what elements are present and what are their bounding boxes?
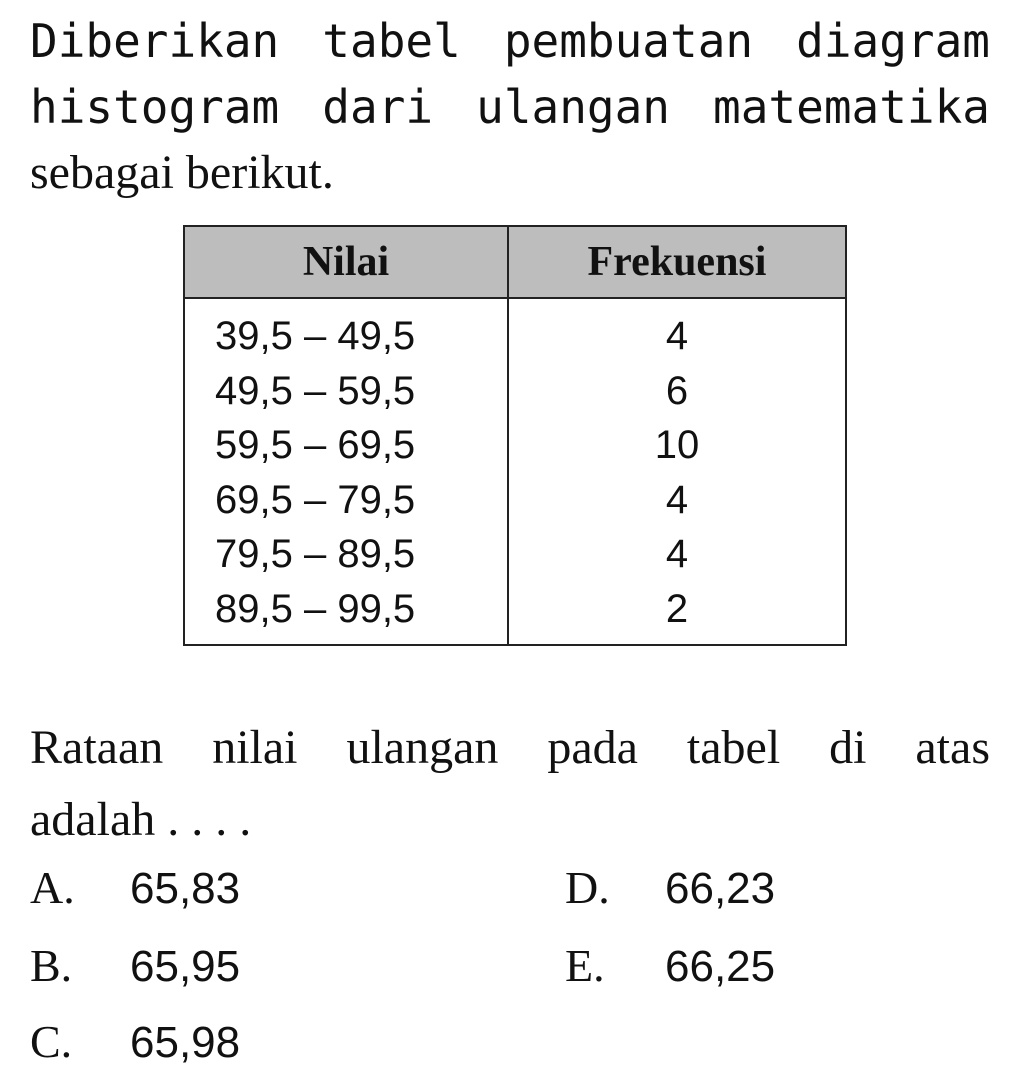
frequency-table bbox=[183, 225, 847, 646]
cell-nilai: 69,5 – 79,5 bbox=[184, 473, 508, 528]
intro-line-2: histogram dari ulangan matematika bbox=[30, 80, 990, 134]
table-row bbox=[184, 473, 846, 528]
option-value: 66,23 bbox=[665, 864, 776, 913]
option-a bbox=[30, 858, 240, 919]
cell-nilai: 89,5 – 99,5 bbox=[184, 582, 508, 646]
cell-frekuensi: 4 bbox=[665, 477, 689, 522]
header-nilai: Nilai bbox=[184, 226, 508, 298]
option-letter: D. bbox=[565, 862, 610, 913]
option-letter: E. bbox=[565, 940, 605, 991]
cell-frekuensi: 10 bbox=[654, 423, 700, 468]
table-row bbox=[184, 418, 846, 473]
option-letter: A. bbox=[30, 862, 75, 913]
cell-frekuensi: 4 bbox=[665, 314, 689, 359]
table-row bbox=[184, 364, 846, 419]
cell-nilai: 49,5 – 59,5 bbox=[184, 364, 508, 419]
cell-nilai: 79,5 – 89,5 bbox=[184, 527, 508, 582]
table-row bbox=[184, 582, 846, 646]
option-d bbox=[565, 858, 775, 919]
cell-frekuensi: 2 bbox=[665, 586, 689, 631]
table-header-row bbox=[184, 226, 846, 298]
cell-frekuensi: 4 bbox=[665, 532, 689, 577]
option-value: 65,98 bbox=[130, 1018, 241, 1067]
option-letter: B. bbox=[30, 940, 73, 991]
question-text bbox=[30, 712, 990, 856]
cell-frekuensi: 6 bbox=[665, 368, 689, 413]
option-value: 65,83 bbox=[130, 864, 241, 913]
option-letter: C. bbox=[30, 1016, 73, 1067]
table-row bbox=[184, 298, 846, 364]
header-frekuensi: Frekuensi bbox=[508, 226, 846, 298]
option-value: 66,25 bbox=[665, 942, 776, 991]
cell-nilai: 39,5 – 49,5 bbox=[184, 298, 508, 364]
question-line-1: Rataan nilai ulangan pada tabel di atas bbox=[30, 721, 990, 774]
option-e bbox=[565, 936, 775, 997]
option-c bbox=[30, 1012, 240, 1073]
cell-nilai: 59,5 – 69,5 bbox=[184, 418, 508, 473]
table-row bbox=[184, 527, 846, 582]
intro-line-3: sebagai berikut. bbox=[30, 146, 334, 199]
problem-intro bbox=[30, 8, 990, 206]
option-b bbox=[30, 936, 240, 997]
intro-line-1: Diberikan tabel pembuatan diagram bbox=[30, 14, 990, 68]
question-line-2: adalah . . . . bbox=[30, 793, 252, 846]
option-value: 65,95 bbox=[130, 942, 241, 991]
